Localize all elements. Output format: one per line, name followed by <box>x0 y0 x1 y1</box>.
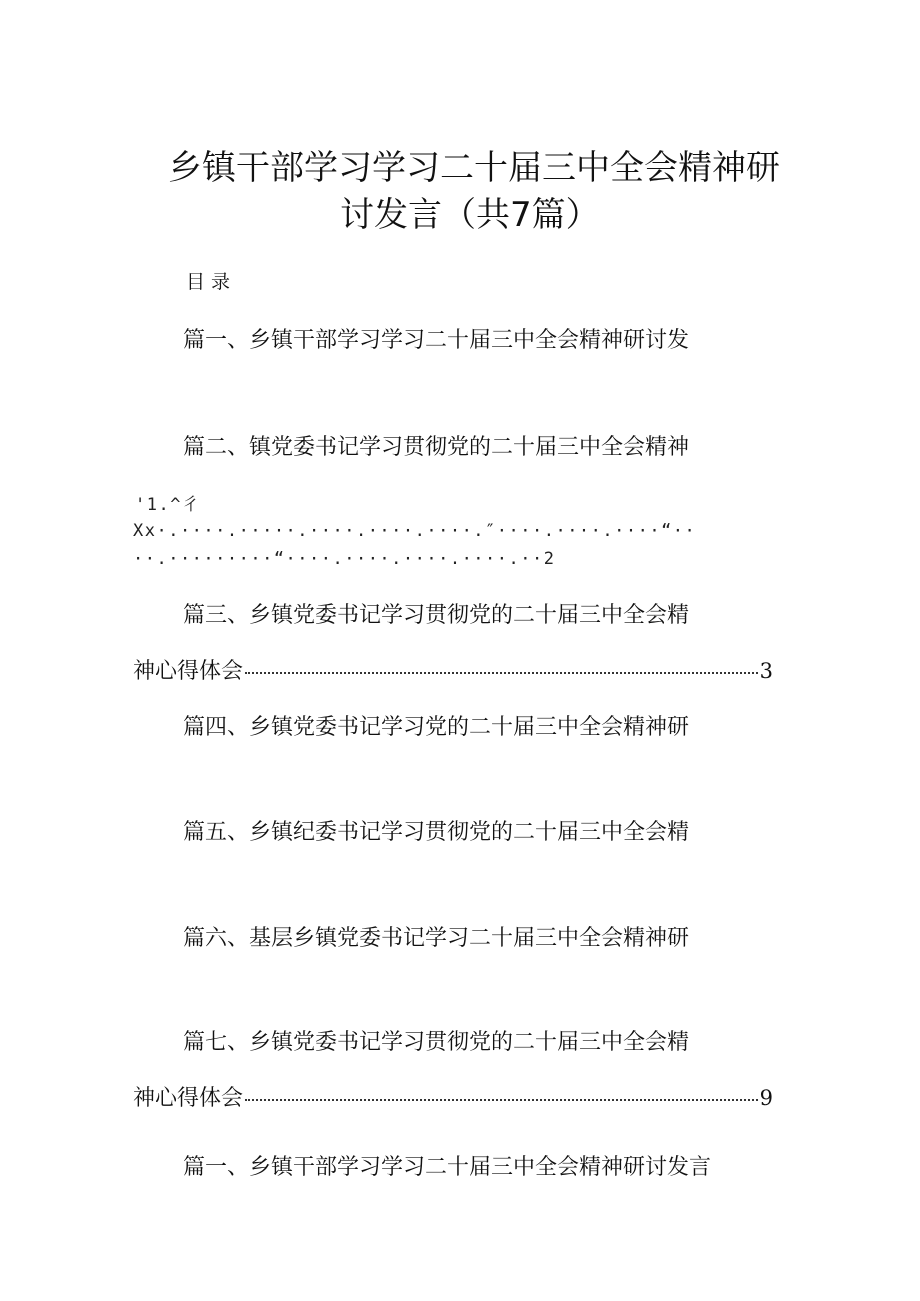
toc-entry-3-line-2: 神心得体会 <box>133 659 244 684</box>
toc-dot-leader <box>245 1093 758 1101</box>
toc-entry-7-line-2: 神心得体会 <box>133 1086 244 1111</box>
toc-entry-5[interactable]: 篇五、乡镇纪委书记学习贯彻党的二十届三中全会精 <box>183 820 690 845</box>
toc-entry-2[interactable]: 篇二、镇党委书记学习贯彻党的二十届三中全会精神 <box>183 435 690 460</box>
toc-entry-6[interactable]: 篇六、基层乡镇党委书记学习二十届三中全会精神研 <box>183 926 690 951</box>
toc-entry-2-artifact-line-3: ··.·········“····.····.····.····.··2 <box>133 549 556 569</box>
document-title-line-2: 讨发言（共7篇） <box>340 195 600 235</box>
toc-entry-3-continuation[interactable] <box>133 654 773 685</box>
toc-entry-2-artifact-line-2: Xx·.····.·····.····.····.····.″····.····.····“·· <box>133 521 697 541</box>
toc-entry-7-continuation[interactable] <box>133 1081 773 1112</box>
section-1-heading: 篇一、乡镇干部学习学习二十届三中全会精神研讨发言 <box>183 1155 712 1180</box>
toc-entry-7[interactable]: 篇七、乡镇党委书记学习贯彻党的二十届三中全会精 <box>183 1030 690 1055</box>
toc-page-number: 3 <box>759 659 773 683</box>
toc-heading: 目录 <box>186 271 237 293</box>
toc-dot-leader <box>245 666 758 674</box>
toc-page-number: 9 <box>759 1086 773 1110</box>
toc-entry-4[interactable]: 篇四、乡镇党委书记学习党的二十届三中全会精神研 <box>183 715 690 740</box>
toc-entry-3[interactable]: 篇三、乡镇党委书记学习贯彻党的二十届三中全会精 <box>183 603 690 628</box>
toc-entry-2-artifact-line-1: '1.^彳 <box>135 495 201 515</box>
document-title-line-1: 乡镇干部学习学习二十届三中全会精神研 <box>168 148 780 188</box>
toc-entry-1[interactable]: 篇一、乡镇干部学习学习二十届三中全会精神研讨发 <box>183 328 690 353</box>
